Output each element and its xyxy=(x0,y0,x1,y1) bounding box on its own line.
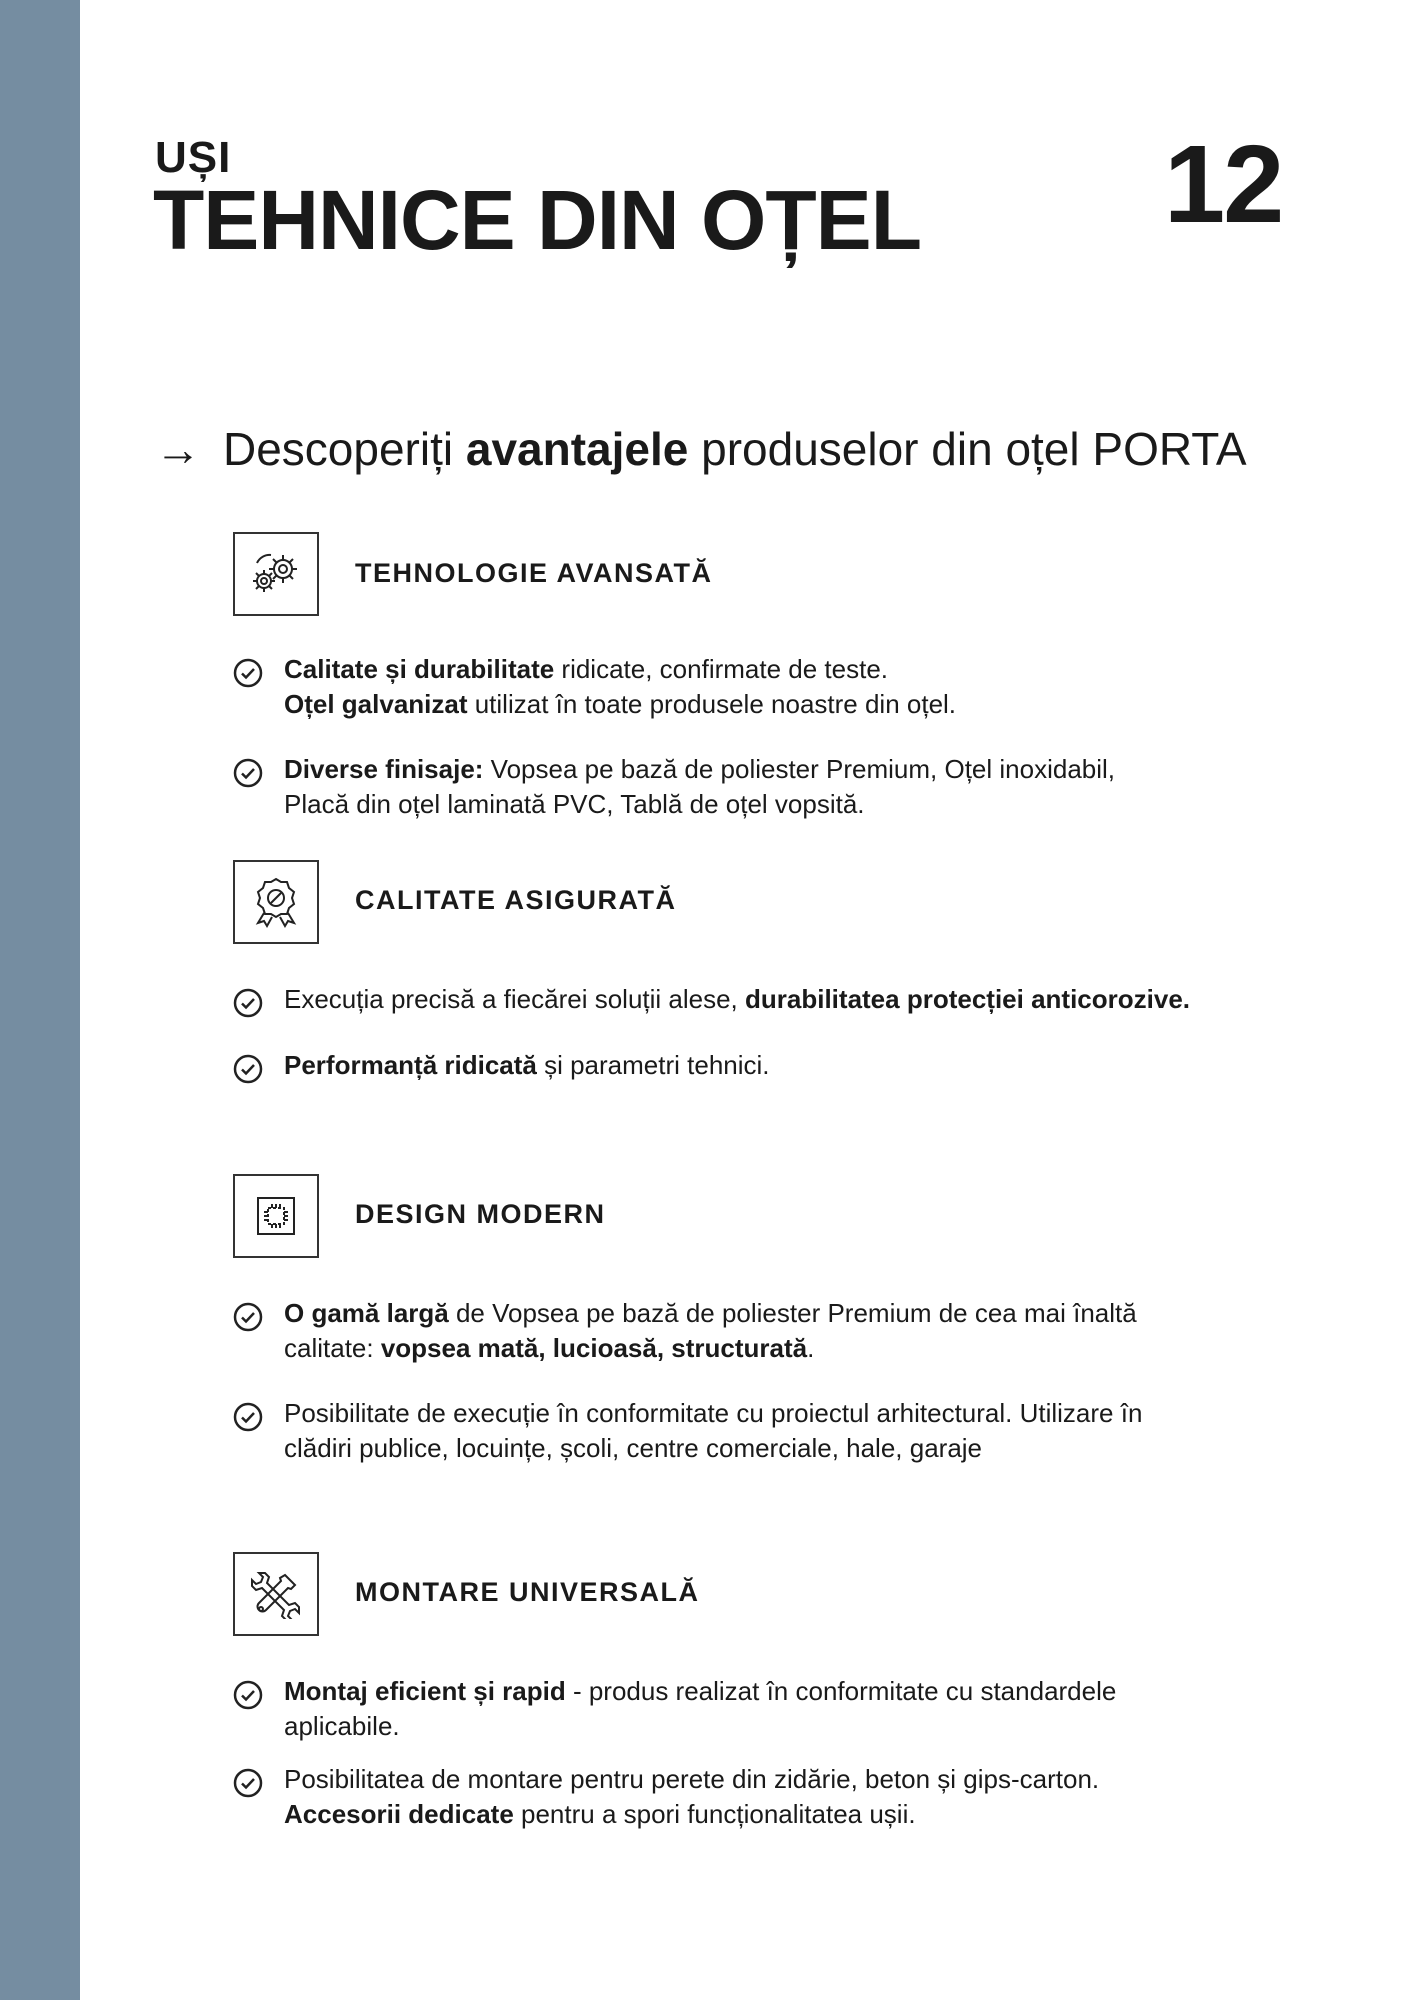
section-title: MONTARE UNIVERSALĂ xyxy=(355,1577,700,1607)
list-item xyxy=(233,1396,1293,1468)
section-tehnologie xyxy=(233,532,321,618)
intro-line xyxy=(155,422,1247,476)
sidebar-stripe xyxy=(0,0,80,2000)
check-circle-icon xyxy=(233,1054,263,1084)
bullet-text: Diverse finisaje: Vopsea pe bază de poliester Premium, Oțel inoxidabil, Placă din oțel laminată PVC, Tablă de oțel vopsită. xyxy=(284,754,1116,819)
check-circle-icon xyxy=(233,1680,263,1710)
section-montare xyxy=(233,1552,321,1638)
section-title: CALITATE ASIGURATĂ xyxy=(355,885,677,915)
list-item xyxy=(233,1296,1293,1368)
check-circle-icon xyxy=(233,758,263,788)
list-item xyxy=(233,652,1293,724)
bullet-text: Execuția precisă a fiecărei soluții alese, durabilitatea protecției anticorozive. xyxy=(284,984,1191,1014)
gears-icon xyxy=(233,532,319,616)
check-circle-icon xyxy=(233,988,263,1018)
check-circle-icon xyxy=(233,1402,263,1432)
check-circle-icon xyxy=(233,1302,263,1332)
section-calitate xyxy=(233,860,321,946)
bullet-text: Calitate și durabilitate ridicate, confirmate de teste. Oțel galvanizat utilizat în toate produsele noastre din oțel. xyxy=(284,654,957,719)
list-item xyxy=(233,1674,1293,1746)
page-number: 12 xyxy=(1164,123,1283,246)
list-item xyxy=(233,982,1293,1022)
check-circle-icon xyxy=(233,658,263,688)
page-title: TEHNICE DIN OȚEL xyxy=(153,173,922,267)
section-title: DESIGN MODERN xyxy=(355,1199,606,1229)
bullet-text: Performanță ridicată și parametri tehnici. xyxy=(284,1050,770,1080)
section-design xyxy=(233,1174,321,1260)
bullet-text: Posibilitate de execuție în conformitate cu proiectul arhitectural. Utilizare în clădiri publice, locuințe, școli, centre comerciale, hale, garaje xyxy=(284,1398,1143,1463)
design-frame-icon xyxy=(233,1174,319,1258)
tools-icon xyxy=(233,1552,319,1636)
quality-badge-icon xyxy=(233,860,319,944)
list-item xyxy=(233,752,1293,824)
arrow-right-icon: → xyxy=(155,423,201,475)
section-title: TEHNOLOGIE AVANSATĂ xyxy=(355,558,713,588)
list-item xyxy=(233,1048,1293,1088)
intro-text-bold: avantajele xyxy=(465,423,689,475)
intro-text-before: Descoperiți xyxy=(223,423,466,475)
intro-text-after: produselor din oțel PORTA xyxy=(688,423,1247,475)
bullet-text: Posibilitatea de montare pentru perete din zidărie, beton și gips-carton. Accesorii dedicate pentru a spori funcționalitatea ușii. xyxy=(284,1764,1100,1829)
check-circle-icon xyxy=(233,1768,263,1798)
bullet-text: Montaj eficient și rapid - produs realizat în conformitate cu standardele aplicabile. xyxy=(284,1676,1117,1741)
title-small: UȘI xyxy=(155,133,232,182)
bullet-text: O gamă largă de Vopsea pe bază de poliester Premium de cea mai înaltă calitate: vopsea mată, lucioasă, structurată. xyxy=(284,1298,1137,1363)
list-item xyxy=(233,1762,1293,1834)
